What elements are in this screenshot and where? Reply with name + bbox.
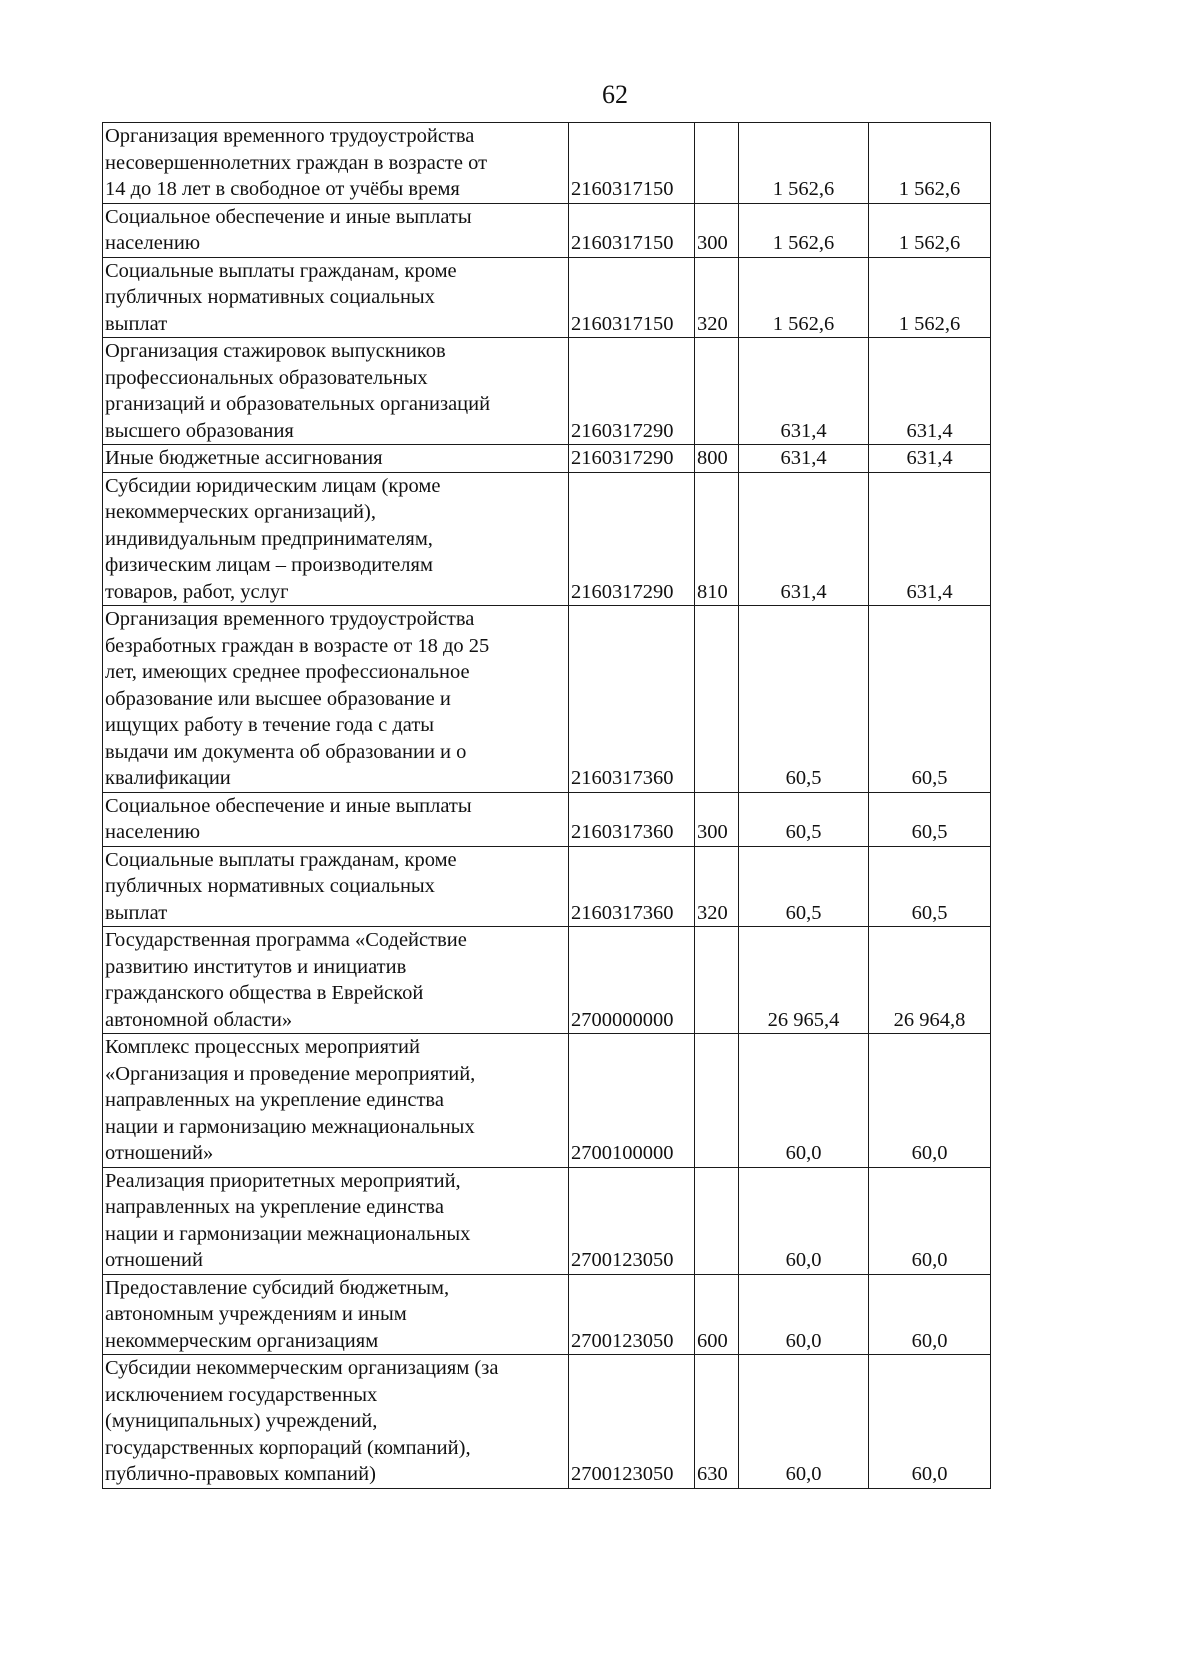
row-type-cell	[695, 927, 739, 1034]
row-amount-1-cell: 60,0	[739, 1355, 869, 1489]
table-row	[103, 1274, 991, 1355]
row-amount-2-cell: 60,0	[869, 1355, 991, 1489]
row-amount-2-cell: 631,4	[869, 472, 991, 606]
row-type-cell	[695, 1034, 739, 1168]
row-name-cell: Государственная программа «Содействие развитию институтов и инициатив гражданского общества в Еврейской автономной области»	[103, 927, 569, 1034]
row-code-cell: 2160317290	[569, 445, 695, 473]
row-name-cell: Социальные выплаты гражданам, кроме публичных нормативных социальных выплат	[103, 846, 569, 927]
row-code-cell: 2700100000	[569, 1034, 695, 1168]
row-amount-2-cell: 60,0	[869, 1274, 991, 1355]
row-code-cell: 2160317360	[569, 606, 695, 793]
table-row	[103, 257, 991, 338]
row-code-cell: 2160317150	[569, 203, 695, 257]
row-amount-1-cell: 631,4	[739, 472, 869, 606]
table-row	[103, 846, 991, 927]
row-name-cell: Организация временного трудоустройства безработных граждан в возрасте от 18 до 25 лет, имеющих среднее профессиональное образование или высшее образование и ищущих работу в течение года с даты выдачи им документа об образовании и о квалификации	[103, 606, 569, 793]
row-name-cell: Организация стажировок выпускников профессиональных образовательных рганизаций и образовательных организаций высшего образования	[103, 338, 569, 445]
row-type-cell	[695, 1167, 739, 1274]
row-name-cell: Реализация приоритетных мероприятий, направленных на укрепление единства нации и гармонизации межнациональных отношений	[103, 1167, 569, 1274]
row-type-cell	[695, 606, 739, 793]
row-amount-2-cell: 60,5	[869, 846, 991, 927]
table-row	[103, 203, 991, 257]
row-amount-1-cell: 60,0	[739, 1274, 869, 1355]
row-type-cell: 800	[695, 445, 739, 473]
table-row	[103, 1034, 991, 1168]
row-code-cell: 2700123050	[569, 1355, 695, 1489]
table-row	[103, 792, 991, 846]
row-amount-2-cell: 1 562,6	[869, 257, 991, 338]
row-amount-1-cell: 1 562,6	[739, 203, 869, 257]
row-type-cell: 630	[695, 1355, 739, 1489]
row-name-cell: Предоставление субсидий бюджетным, автономным учреждениям и иным некоммерческим организациям	[103, 1274, 569, 1355]
row-amount-2-cell: 1 562,6	[869, 203, 991, 257]
row-code-cell: 2160317150	[569, 257, 695, 338]
row-name-cell: Субсидии юридическим лицам (кроме некоммерческих организаций), индивидуальным предпринимателям, физическим лицам – производителям товаров, работ, услуг	[103, 472, 569, 606]
row-amount-2-cell: 60,0	[869, 1034, 991, 1168]
budget-table	[102, 122, 991, 1489]
row-code-cell: 2700123050	[569, 1274, 695, 1355]
table-row	[103, 123, 991, 204]
row-name-cell: Социальное обеспечение и иные выплаты населению	[103, 203, 569, 257]
row-amount-2-cell: 60,5	[869, 606, 991, 793]
row-type-cell	[695, 123, 739, 204]
row-amount-1-cell: 631,4	[739, 338, 869, 445]
row-name-cell: Социальные выплаты гражданам, кроме публичных нормативных социальных выплат	[103, 257, 569, 338]
row-amount-1-cell: 60,0	[739, 1034, 869, 1168]
row-amount-2-cell: 26 964,8	[869, 927, 991, 1034]
row-type-cell	[695, 338, 739, 445]
row-amount-1-cell: 1 562,6	[739, 257, 869, 338]
row-code-cell: 2160317360	[569, 792, 695, 846]
row-type-cell: 320	[695, 846, 739, 927]
table-row	[103, 472, 991, 606]
row-amount-1-cell: 60,5	[739, 846, 869, 927]
row-amount-2-cell: 631,4	[869, 338, 991, 445]
row-name-cell: Социальное обеспечение и иные выплаты населению	[103, 792, 569, 846]
row-amount-2-cell: 1 562,6	[869, 123, 991, 204]
row-code-cell: 2160317290	[569, 338, 695, 445]
row-amount-1-cell: 60,5	[739, 792, 869, 846]
row-name-cell: Субсидии некоммерческим организациям (за исключением государственных (муниципальных) учреждений, государственных корпораций (компаний), публично-правовых компаний)	[103, 1355, 569, 1489]
row-name-cell: Иные бюджетные ассигнования	[103, 445, 569, 473]
table-row	[103, 445, 991, 473]
page-number: 62	[602, 80, 628, 109]
table-row	[103, 1355, 991, 1489]
table-row	[103, 338, 991, 445]
row-type-cell: 320	[695, 257, 739, 338]
table-row	[103, 606, 991, 793]
row-code-cell: 2160317360	[569, 846, 695, 927]
row-amount-1-cell: 60,0	[739, 1167, 869, 1274]
row-code-cell: 2700123050	[569, 1167, 695, 1274]
row-type-cell: 600	[695, 1274, 739, 1355]
row-type-cell: 300	[695, 203, 739, 257]
row-name-cell: Комплекс процессных мероприятий «Организация и проведение мероприятий, направленных на укрепление единства нации и гармонизацию межнациональных отношений»	[103, 1034, 569, 1168]
row-type-cell: 300	[695, 792, 739, 846]
row-name-cell: Организация временного трудоустройства несовершеннолетних граждан в возрасте от 14 до 18 лет в свободное от учёбы время	[103, 123, 569, 204]
row-amount-2-cell: 60,5	[869, 792, 991, 846]
row-amount-2-cell: 60,0	[869, 1167, 991, 1274]
row-type-cell: 810	[695, 472, 739, 606]
budget-table-body	[103, 123, 991, 1489]
row-amount-2-cell: 631,4	[869, 445, 991, 473]
row-amount-1-cell: 60,5	[739, 606, 869, 793]
table-row	[103, 927, 991, 1034]
row-code-cell: 2160317290	[569, 472, 695, 606]
row-amount-1-cell: 631,4	[739, 445, 869, 473]
row-amount-1-cell: 1 562,6	[739, 123, 869, 204]
row-amount-1-cell: 26 965,4	[739, 927, 869, 1034]
row-code-cell: 2700000000	[569, 927, 695, 1034]
table-row	[103, 1167, 991, 1274]
row-code-cell: 2160317150	[569, 123, 695, 204]
